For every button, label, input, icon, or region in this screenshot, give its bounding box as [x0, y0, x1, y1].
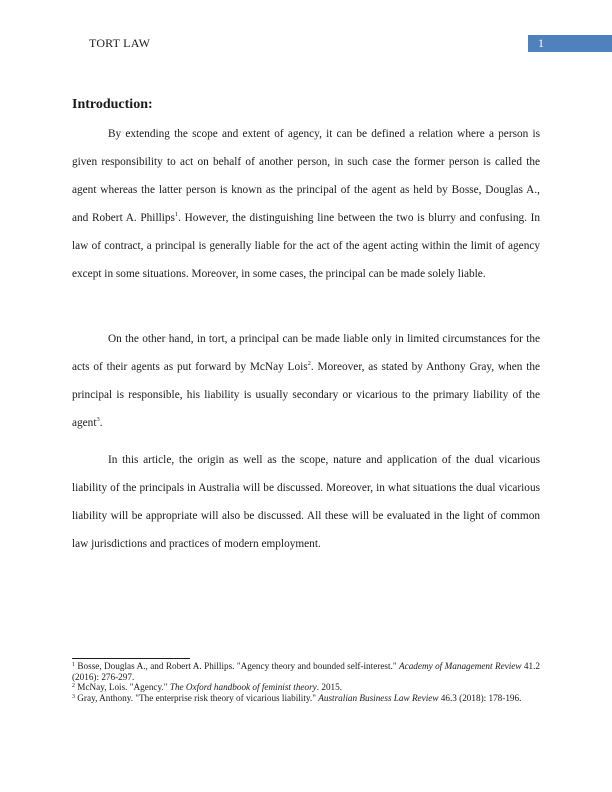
- paragraph-2-text-b: . Moreover, as stated by Anthony Gray, when the principal is responsible, his liability is usually secondary or vicarious to the primary liability of the agent: [72, 361, 541, 430]
- footnote-2-pre: McNay, Lois. "Agency.": [75, 682, 170, 693]
- paragraph-3: In this article, the origin as well as the scope, nature and application of the dual vicarious liability of the principals in Australia will be discussed. Moreover, in what situations the dual vicarious liability will be appropriate will also be discussed. All these will be evaluated in the light of common law jurisdictions and practices of modern employment.: [72, 454, 540, 551]
- paragraph-1: [72, 120, 540, 289]
- footnote-separator: [72, 658, 190, 659]
- footnote-2-post: . 2015.: [316, 682, 343, 693]
- footnote-3-journal: Australian Business Law Review: [318, 693, 439, 704]
- section-title: Introduction:: [72, 97, 153, 112]
- footnote-2-number: 2: [72, 683, 75, 690]
- footnote-3-number: 3: [72, 694, 75, 701]
- footnote-1-journal: Academy of Management Review: [399, 661, 522, 671]
- paragraph-1-text-a: By extending the scope and extent of agency, it can be defined a relation where a person is given responsibility to act on behalf of another person, in such case the former person is called the agent whereas the latter person is known as the principal of the agent as held by Bosse, Douglas A., and Robert A. Phillips: [72, 128, 540, 225]
- footnote-1: [72, 661, 540, 682]
- footnote-3: [72, 693, 540, 704]
- footnote-2-journal: The Oxford handbook of feminist theory: [169, 682, 317, 693]
- footnote-ref-1[interactable]: 1: [174, 211, 179, 219]
- footnote-1-pre: Bosse, Douglas A., and Robert A. Phillips. "Agency theory and bounded self-interest.": [75, 661, 399, 671]
- paragraph-2: [72, 325, 540, 437]
- footnote-3-pre: Gray, Anthony. "The enterprise risk theory of vicarious liability.": [75, 693, 319, 704]
- footnotes: [72, 661, 540, 704]
- footnote-2: [72, 682, 540, 693]
- paragraph-2-text-a: On the other hand, in tort, a principal can be made liable only in limited circumstances for the acts of their agents as put forward by McNay Lois: [72, 333, 540, 374]
- running-head: TORT LAW: [89, 36, 151, 50]
- paragraph-2-text-c: .: [99, 417, 103, 430]
- paragraph-1-text-b: . However, the distinguishing line between the two is blurry and confusing. In law of contract, a principal is generally liable for the act of the agent acting within the limit of agency except in some situations. Moreover, in some cases, the principal can be made solely liable.: [72, 212, 541, 281]
- footnote-1-post: 41.2 (2016): 276-297.: [72, 661, 540, 682]
- footnote-1-number: 1: [72, 662, 75, 668]
- footnote-ref-3[interactable]: 3: [96, 416, 100, 424]
- page-number-badge: 1: [528, 35, 612, 52]
- footnote-3-post: 46.3 (2018): 178-196.: [438, 693, 522, 704]
- footnote-ref-2[interactable]: 2: [307, 360, 311, 368]
